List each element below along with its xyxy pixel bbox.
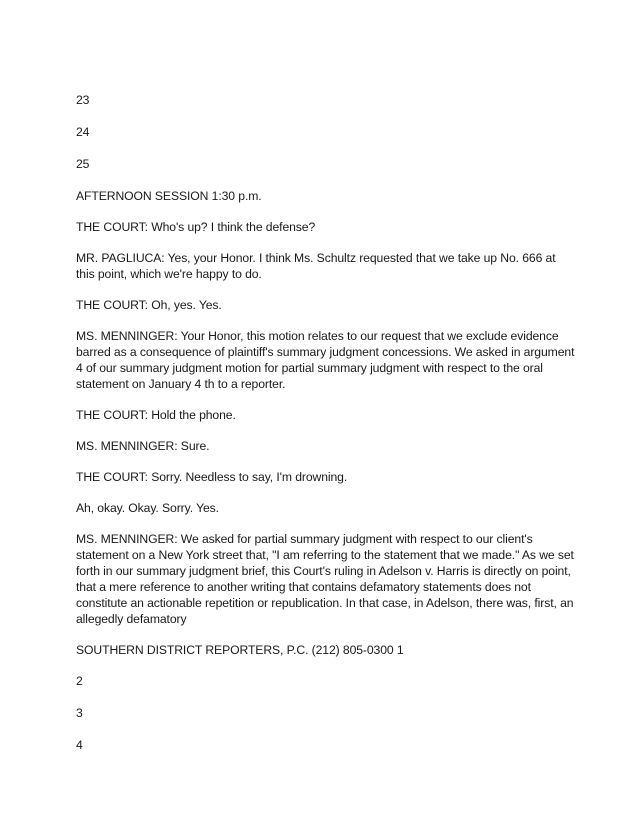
transcript-paragraph: MS. MENNINGER: We asked for partial summary judgment with respect to our client's statement on a New York street that, "I am referring to the statement that we made." As we set forth in our summary judgment brief, this Court's ruling in Adelson v. Harris is directly on point, that a mere reference to another writing that contains defamatory statements does not constitute an actionable repetition or republication. In that case, in Adelson, there was, first, an allegedly defamatory: [76, 532, 574, 626]
line-number: 23: [76, 93, 90, 107]
transcript-paragraph: MS. MENNINGER: Sure.: [76, 439, 210, 453]
reporter-footer: SOUTHERN DISTRICT REPORTERS, P.C. (212) 805-0300 1: [76, 643, 404, 657]
transcript-paragraph: MR. PAGLIUCA: Yes, your Honor. I think Ms. Schultz requested that we take up No. 666 at this point, which we're happy to do.: [76, 251, 556, 281]
transcript-paragraph: THE COURT: Sorry. Needless to say, I'm drowning.: [76, 470, 348, 484]
transcript-paragraph: THE COURT: Oh, yes. Yes.: [76, 298, 222, 312]
transcript-paragraph: THE COURT: Who's up? I think the defense?: [76, 220, 316, 234]
line-number: 24: [76, 125, 90, 139]
transcript-paragraph: Ah, okay. Okay. Sorry. Yes.: [76, 501, 219, 515]
session-heading: AFTERNOON SESSION 1:30 p.m.: [76, 189, 262, 203]
transcript-paragraph: MS. MENNINGER: Your Honor, this motion relates to our request that we exclude evidence barred as a consequence of plaintiff's summary judgment concessions. We asked in argument 4 of our summary judgment motion for partial summary judgment with respect to the oral statement on January 4 th to a reporter.: [76, 329, 575, 391]
transcript-body: [76, 92, 576, 769]
line-number: 2: [76, 674, 83, 688]
line-number: 25: [76, 157, 90, 171]
transcript-paragraph: THE COURT: Hold the phone.: [76, 408, 236, 422]
line-number: 4: [76, 738, 83, 752]
line-number: 3: [76, 706, 83, 720]
